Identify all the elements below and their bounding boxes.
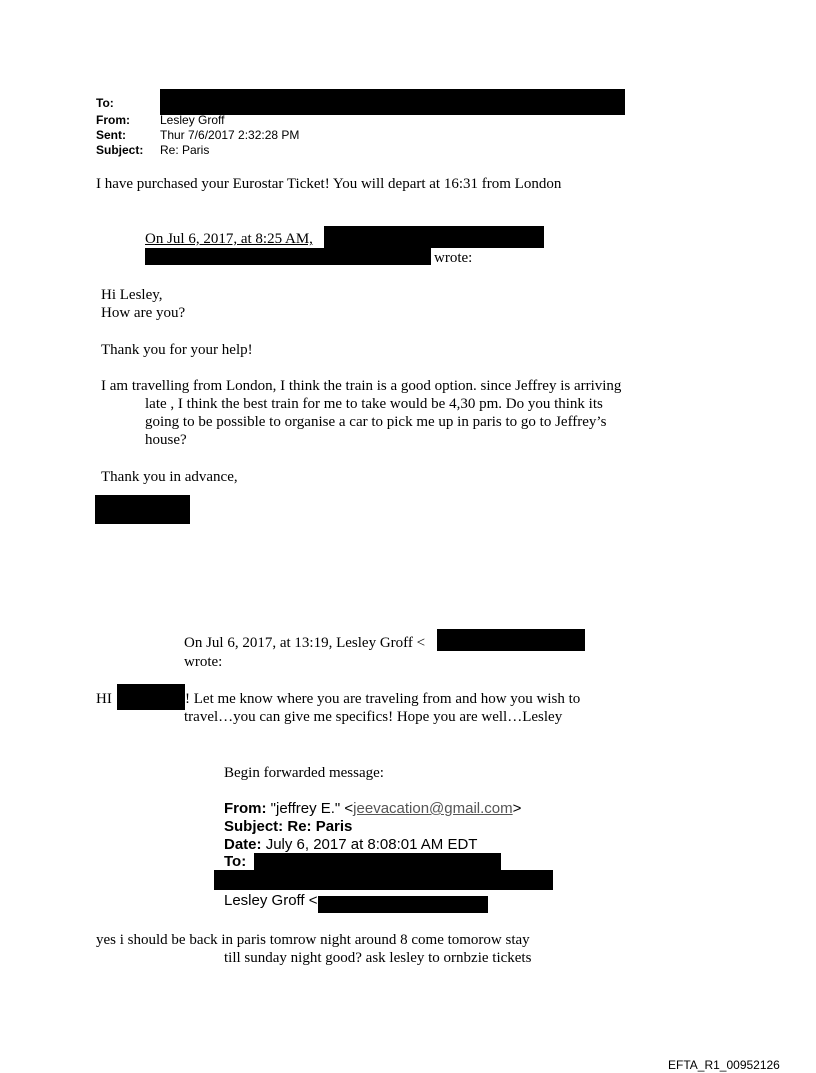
quote2-hi: HI [96, 691, 112, 707]
forwarded-cc-name: Lesley Groff < [224, 892, 318, 909]
quote1-paragraph-line: going to be possible to organise a car to pick me up in paris to go to Jeffrey’s [145, 414, 607, 430]
forwarded-date-line [224, 836, 477, 854]
subject-label: Subject: [96, 143, 144, 157]
quote1-greeting: Hi Lesley, [101, 287, 163, 303]
subject-value: Re: Paris [160, 143, 210, 157]
document-id: EFTA_R1_00952126 [668, 1058, 780, 1072]
to-label: To: [96, 96, 114, 110]
forwarded-begin: Begin forwarded message: [224, 765, 384, 781]
quote1-paragraph-line: house? [145, 432, 187, 448]
reply-text: I have purchased your Eurostar Ticket! You will depart at 16:31 from London [96, 176, 562, 192]
sent-label: Sent: [96, 128, 126, 142]
redaction-forwarded-cc [318, 896, 488, 913]
quote2-line: travel…you can give me specifics! Hope you are well…Lesley [184, 709, 563, 725]
quote2-wrote: wrote: [184, 654, 223, 670]
forwarded-date-label: Date: [224, 836, 262, 853]
final-line: yes i should be back in paris tomrow night around 8 come tomorow stay [96, 932, 530, 948]
quote1-paragraph-line: late , I think the best train for me to take would be 4,30 pm. Do you think its [145, 396, 603, 412]
forwarded-date-value: July 6, 2017 at 8:08:01 AM EDT [265, 836, 478, 853]
redaction-quote2-name [117, 684, 185, 710]
redaction-to [160, 89, 625, 115]
forwarded-from-email[interactable]: jeevacation@gmail.com [353, 800, 513, 817]
redaction-forwarded-to-2 [214, 870, 553, 890]
redaction-signature [95, 495, 190, 524]
redaction-quote2-email [437, 629, 585, 651]
forwarded-subject-line [224, 818, 352, 836]
sent-value: Thur 7/6/2017 2:32:28 PM [160, 128, 300, 142]
redaction-quote1-sender [324, 226, 544, 248]
forwarded-subject-label: Subject: [224, 818, 284, 835]
forwarded-from-close: > [512, 800, 522, 817]
quote1-thanks: Thank you for your help! [101, 342, 253, 358]
quote1-paragraph-line: I am travelling from London, I think the train is a good option. since Jeffrey is arriving [101, 378, 622, 394]
quote2-intro: On Jul 6, 2017, at 13:19, Lesley Groff < [184, 635, 426, 651]
quote1-intro: On Jul 6, 2017, at 8:25 AM, [145, 231, 313, 247]
forwarded-to-label: To: [224, 853, 247, 870]
from-value: Lesley Groff [160, 113, 225, 127]
forwarded-from-line [224, 800, 521, 818]
final-line: till sunday night good? ask lesley to ornbzie tickets [224, 950, 532, 966]
quote1-closing: Thank you in advance, [101, 469, 238, 485]
forwarded-subject-value: Re: Paris [287, 818, 353, 835]
quote1-question: How are you? [101, 305, 186, 321]
quote2-line: ! Let me know where you are traveling from and how you wish to [185, 691, 581, 707]
from-label: From: [96, 113, 130, 127]
redaction-quote1-email [145, 248, 431, 265]
quote1-wrote: wrote: [434, 250, 473, 266]
forwarded-from-name: "jeffrey E." < [270, 800, 354, 817]
forwarded-from-label: From: [224, 800, 267, 817]
